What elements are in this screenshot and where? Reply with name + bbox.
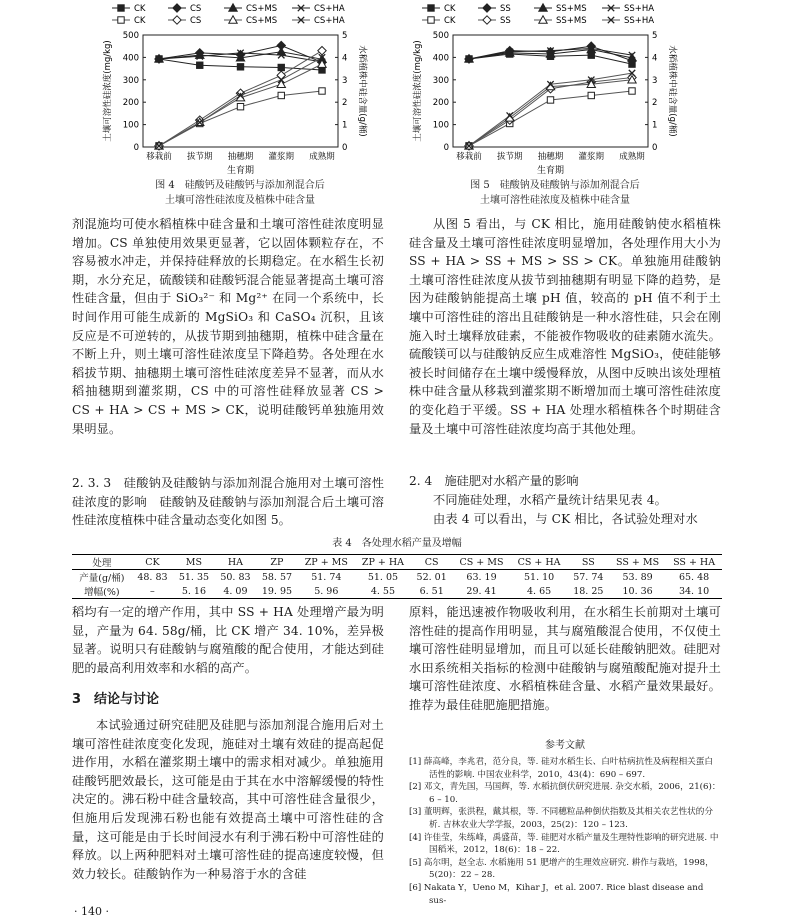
legend-label: CS+HA	[314, 16, 345, 26]
legend-label: CS+MS	[246, 4, 278, 14]
y2-axis-label: 水稻植株中硅含量(g/桶)	[357, 45, 367, 137]
right-paragraph-3: 由表 4 可以看出，与 CK 相比，各试验处理对水	[433, 512, 698, 526]
x-tick-label: 灌浆期	[268, 152, 295, 162]
reference-item: [5] 高尔明，赵全志. 水稻施用 51 肥增产的生理效应研究. 耕作与栽培，1998，5(20)：22 – 28.	[409, 857, 714, 881]
table-4-yield-row	[72, 570, 722, 585]
table-cell: 50. 83	[220, 571, 251, 583]
table-header-cell: ZP + HA	[355, 555, 411, 570]
figure-5-legend	[422, 4, 654, 26]
x-tick-label: 抽穗期	[227, 152, 254, 162]
table-header-cell: ZP + MS	[298, 555, 355, 570]
table-cell: 产量(g/桶)	[79, 573, 125, 584]
figure-4-chart	[90, 0, 390, 176]
x-tick-label: 灌浆期	[578, 152, 605, 162]
table-cell: 53. 89	[622, 571, 653, 583]
y-axis-label: 土壤可溶性硅浓度(mg/kg)	[413, 40, 423, 142]
table-4-increase-row	[72, 584, 722, 599]
section-3-heading: 3 结论与讨论	[72, 692, 160, 707]
table-cell: 51. 74	[311, 571, 342, 583]
figure-4-plot	[102, 31, 368, 176]
table-cell: 5. 96	[298, 584, 355, 599]
legend-label: SS	[500, 16, 511, 26]
y2-tick-label: 0	[652, 143, 658, 153]
x-tick-label: 成熟期	[619, 152, 645, 162]
legend-label: CK	[444, 4, 456, 14]
x-tick-label: 移栽前	[146, 152, 172, 162]
figure-5-caption-line1: 图 5 硅酸钠及硅酸钠与添加剂混合后	[470, 180, 640, 191]
table-cell: 52. 01	[416, 571, 447, 583]
x-tick-label: 成熟期	[309, 152, 335, 162]
figure-5-chart	[400, 0, 700, 176]
series-point	[318, 46, 326, 54]
y2-axis-label: 水稻植株中硅含量(g/桶)	[667, 45, 677, 137]
y-tick-label: 400	[432, 53, 449, 64]
legend-label: SS	[500, 4, 511, 14]
figure-4-caption-line1: 图 4 硅酸钙及硅酸钙与添加剂混合后	[155, 180, 325, 191]
legend-label: CS+HA	[314, 4, 345, 14]
series-point	[277, 48, 285, 55]
series-point	[428, 17, 434, 23]
table-header-cell: SS + HA	[666, 555, 722, 570]
table-cell: 5. 16	[173, 584, 215, 599]
table-cell: 4. 65	[511, 584, 568, 599]
x-axis-label: 生育期	[536, 166, 565, 176]
series-point	[483, 16, 491, 24]
references-title: 参考文献	[545, 740, 585, 751]
x-tick-label: 拔节期	[186, 152, 213, 162]
lower-left-paragraph-2: 本试验通过研究硅肥及硅肥与添加剂混合施用后对土壤可溶性硅浓度变化发现，施硅对土壤有效硅的提高起促进作用，水稻在灌浆期土壤中的需求相对减少。单独施用硅酸钙肥效最长，这可能是由于其在水中溶解缓慢的特性决定的。沸石粉中硅含量较高，其中可溶性硅含量很少，但施用后发现沸石粉也能有效提高土壤中可溶性硅的含量，这可能是由于长时间浸水有利于沸石粉中可溶性硅的释放。以上两种肥料对土壤可溶性硅的提高速度较慢，但效力较长。硅酸钠作为一种易溶于水的含硅	[72, 718, 384, 881]
y2-tick-label: 4	[342, 53, 348, 64]
y-tick-label: 300	[122, 75, 139, 86]
section-2-4-heading: 2. 4 施硅肥对水稻产量的影响	[409, 474, 579, 488]
table-cell: 34. 10	[666, 584, 722, 599]
series-point	[629, 88, 635, 94]
series-point	[118, 17, 124, 23]
series-point	[483, 4, 491, 12]
y2-tick-label: 2	[342, 98, 348, 109]
table-4-title: 表 4 各处理水稻产量及增幅	[332, 538, 462, 549]
y2-tick-label: 2	[652, 98, 658, 109]
y2-tick-label: 5	[652, 31, 658, 41]
figure-5-caption-line2: 土壤可溶性硅浓度及植株中硅含量	[480, 195, 630, 206]
table-4-header-row	[72, 555, 722, 570]
page-number: · 140 ·	[74, 905, 109, 918]
legend-label: CK	[444, 16, 456, 26]
table-header-cell: 处理	[72, 555, 132, 570]
right-paragraph-1: 从图 5 看出，与 CK 相比，施用硅酸钠使水稻植株硅含量及土壤可溶性硅浓度明显增加，各处理作用大小为 SS + HA > SS + MS > SS > CK。单独施用硅酸钠土壤可溶性硅浓度从拔节到抽穗期有明显下降的趋势，是因为硅酸钠能提高土壤 pH 值，较高的 pH 值不利于土壤中可溶性硅的溶出且硅酸钠是一种水溶性硅，只会在刚施入时土壤释放硅素，不能被作物吸收的硅素随水流失。硫酸镁可以与硅酸钠反应生成难溶性 MgSiO₃，使硅能够被长时间储存在土壤中缓慢释放，从图中反映出该处理植株中硅含量从移栽到灌浆期不断增加而土壤可溶性硅浓度的变化趋于平缓。SS + HA 处理水稻植株各个时期硅含量及土壤中可溶性硅浓度均高于其他处理。	[409, 217, 721, 436]
y2-tick-label: 1	[652, 120, 658, 131]
table-cell: 65. 48	[678, 571, 710, 583]
table-cell: 51. 10	[523, 571, 555, 583]
table-header-cell: SS	[568, 555, 610, 570]
y-axis-label: 土壤可溶性硅浓度(mg/kg)	[103, 40, 113, 142]
left-paragraph-1: 剂混施均可使水稻植株中硅含量和土壤可溶性硅浓度明显增加。CS 单独使用效果更显著，它以固体颗粒存在，不容易被水冲走，并保持硅释放的长期稳定。在水稻生长初期，水分充足，硫酸镁和硅酸钙混合能显著提高土壤可溶性硅含量，但由于 SiO₃²⁻ 和 Mg²⁺ 在同一个系统中，长时间作用可能生成新的 MgSiO₃ 和 CaSO₄ 沉积，且该反应是不可逆转的，从拔节期到抽穗期，植株中硅含量在不断上升，则土壤可溶性硅浓度呈下降趋势。各处理在水稻拔节期、抽穗期土壤可溶性硅浓度差异不显著，而从水稻抽穗期到灌浆期，CS 中的可溶性硅释放显著 CS > CS + HA > CS + MS > CK，说明硅酸钙单独施用效果明显。	[72, 217, 384, 436]
reference-item: [2] 邓文，青先国，马国辉，等. 水稻抗倒伏研究进展. 杂交水稻，2006，21(6)：6 – 10.	[409, 782, 721, 805]
legend-label: SS+HA	[624, 16, 655, 26]
references-list	[409, 756, 721, 907]
table-header-cell: CS + HA	[511, 555, 568, 570]
y-tick-label: 500	[432, 31, 449, 41]
lower-right-paragraph-1: 原料，能迅速被作物吸收利用，在水稻生长前期对土壤可溶性硅的提高作用明显，其与腐殖酸混合使用，不仅使土壤可溶性硅明显增加，而且可以延长硅酸钠肥效。硅肥对水田系统相关指标的检测中硅酸钠与腐殖酸配施对提升土壤可溶性硅浓度、水稻植株硅含量、水稻产量效果最好。推荐为最佳硅肥施肥措施。	[409, 605, 721, 712]
lower-left-paragraph-1: 稻均有一定的增产作用，其中 SS + HA 处理增产最为明显，产量为 64. 58g/桶，比 CK 增产 34. 10%，差异极显著。说明只有硅酸钠与腐殖酸的配合使用，才能达到硅肥的最高利用效率和水稻的高产。	[72, 605, 384, 675]
legend-label: SS+MS	[556, 4, 587, 14]
series-point	[547, 97, 553, 103]
legend-label: SS+HA	[624, 4, 655, 14]
reference-item: [6] Nakata Y，Ueno M，Kihar J，et al. 2007. Rice blast disease and sus-	[409, 882, 704, 906]
x-tick-label: 拔节期	[496, 152, 523, 162]
legend-label: CK	[134, 16, 146, 26]
table-cell: 10. 36	[609, 584, 666, 599]
table-cell: 48. 83	[137, 571, 168, 583]
y-tick-label: 300	[432, 75, 449, 86]
figure-4-caption-line2: 土壤可溶性硅浓度及植株中硅含量	[165, 195, 315, 206]
y-tick-label: 0	[443, 143, 449, 153]
reference-item: [3] 董明辉，张洪程，戴其根，等. 不同穗粒品种倒伏指数及其相关农艺性状的分析. 吉林农业大学学报，2003，25(2)：120 – 123.	[409, 807, 713, 830]
reference-item: [1] 薛高峰，李兆君，范分良，等. 硅对水稻生长、白叶枯病抗性及病程相关蛋白活性的影响. 中国农业科学，2010，43(4)：690 – 697.	[409, 757, 713, 780]
series-point	[237, 64, 243, 70]
y2-tick-label: 1	[342, 120, 348, 131]
table-cell: 51. 35	[178, 571, 210, 583]
series-point	[319, 88, 325, 94]
legend-label: SS+MS	[556, 16, 587, 26]
y-tick-label: 200	[432, 98, 449, 109]
series-point	[588, 92, 594, 98]
series-point	[197, 62, 203, 68]
y-tick-label: 100	[122, 120, 139, 131]
legend-label: CS+MS	[246, 16, 278, 26]
legend-label: CS	[190, 4, 202, 14]
y2-tick-label: 3	[652, 75, 658, 86]
reference-item: [4] 许佳莹，朱练峰，禹盛苗，等. 硅肥对水稻产量及生理特性影响的研究进展. 中国稻米，2012，18(6)：18 – 22.	[409, 832, 719, 856]
table-cell: 4. 55	[355, 584, 411, 599]
x-tick-label: 移栽前	[456, 152, 482, 162]
table-cell: 57. 74	[573, 571, 604, 583]
section-2-3-3-heading: 2. 3. 3 硅酸钠及硅酸钠与添加剂混合施用对土壤可溶性硅浓度的影响 硅酸钠及硅酸钠与添加剂混合后土壤可溶性硅浓度植株中硅含量动态变化如图 5。	[72, 476, 384, 528]
series-point	[428, 5, 434, 11]
series-point	[118, 5, 124, 11]
table-cell: 4. 09	[215, 584, 257, 599]
series-point	[278, 92, 284, 98]
table-4	[72, 554, 722, 599]
table-cell: 29. 41	[452, 584, 510, 599]
figure-4-legend	[112, 4, 345, 26]
table-header-cell: CK	[132, 555, 174, 570]
y2-tick-label: 0	[342, 143, 348, 153]
table-cell: 增幅(%)	[72, 584, 132, 599]
table-header-cell: SS + MS	[609, 555, 666, 570]
table-cell: 63. 19	[466, 571, 497, 583]
series-point	[237, 103, 243, 109]
table-header-cell: CS	[411, 555, 453, 570]
y2-tick-label: 3	[342, 75, 348, 86]
y-tick-label: 0	[133, 143, 139, 153]
table-header-cell: CS + MS	[452, 555, 510, 570]
y-tick-label: 200	[122, 98, 139, 109]
x-axis-label: 生育期	[226, 166, 255, 176]
y2-tick-label: 5	[342, 31, 348, 41]
legend-label: CS	[190, 16, 202, 26]
table-header-cell: HA	[215, 555, 257, 570]
series-point	[173, 16, 181, 24]
table-cell: 6. 51	[411, 584, 453, 599]
y-tick-label: 100	[432, 120, 449, 131]
legend-label: CK	[134, 4, 146, 14]
x-tick-label: 抽穗期	[537, 152, 564, 162]
table-cell: 18. 25	[568, 584, 610, 599]
y2-tick-label: 4	[652, 53, 658, 64]
y-tick-label: 500	[122, 31, 139, 41]
y-tick-label: 400	[122, 53, 139, 64]
table-header-cell: ZP	[256, 555, 298, 570]
figure-5-plot	[412, 31, 678, 176]
series-point	[173, 4, 181, 12]
right-paragraph-2: 不同施硅处理，水稻产量统计结果见表 4。	[433, 493, 668, 507]
table-cell: 19. 95	[256, 584, 298, 599]
table-cell: –	[132, 584, 174, 599]
table-cell: 51. 05	[367, 571, 399, 583]
table-header-cell: MS	[173, 555, 215, 570]
table-cell: 58. 57	[261, 571, 293, 583]
series-point	[278, 64, 284, 70]
